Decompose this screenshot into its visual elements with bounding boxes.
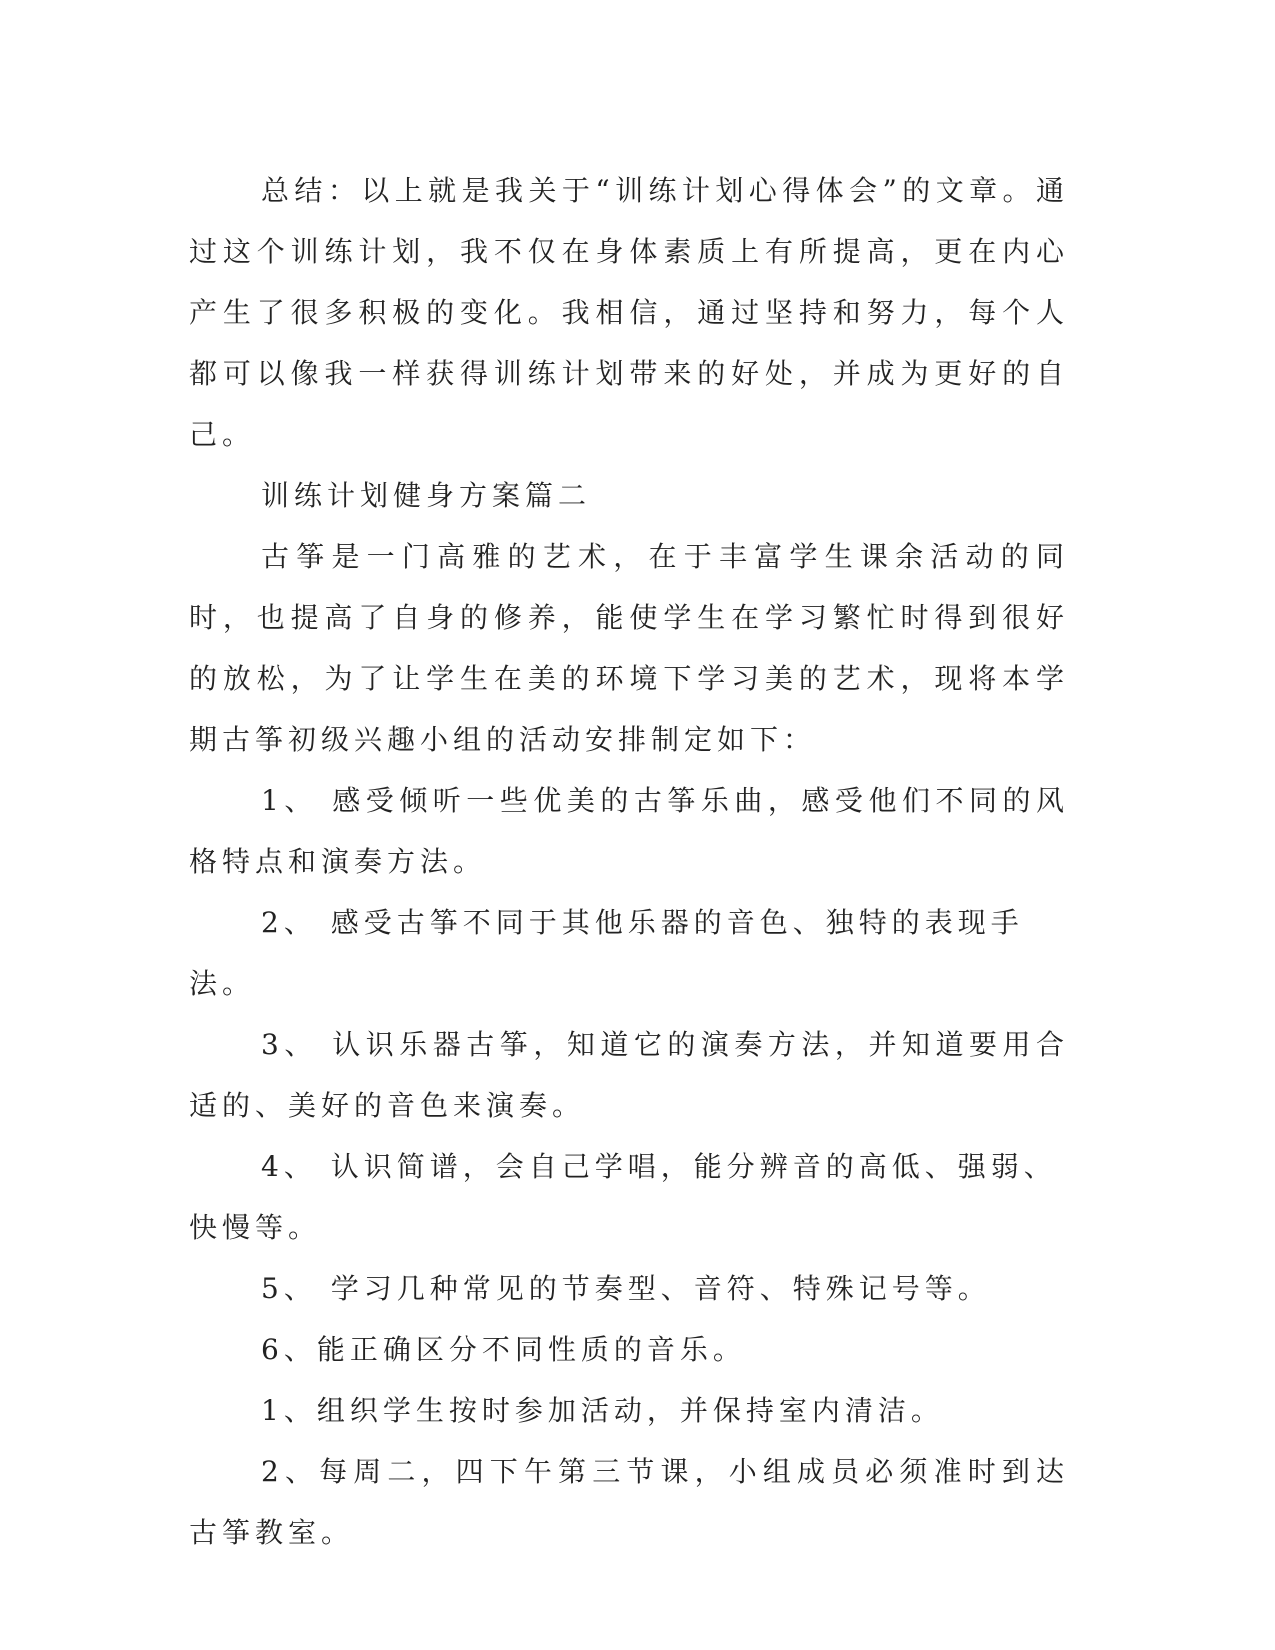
list-item: 3、 认识乐器古筝，知道它的演奏方法，并知道要用合适的、美好的音色来演奏。 bbox=[189, 1028, 1069, 1122]
intro-paragraph: 古筝是一门高雅的艺术，在于丰富学生课余活动的同时，也提高了自身的修养，能使学生在学习繁忙时得到很好的放松，为了让学生在美的环境下学习美的艺术，现将本学期古筝初级兴趣小组的活动安排制定如下： bbox=[189, 540, 1069, 756]
section-heading: 训练计划健身方案篇二 bbox=[261, 479, 592, 512]
summary-paragraph: 总结：以上就是我关于“训练计划心得体会”的文章。通过这个训练计划，我不仅在身体素质上有所提高，更在内心产生了很多积极的变化。我相信，通过坚持和努力，每个人都可以像我一样获得训练计划带来的好处，并成为更好的自己。 bbox=[189, 174, 1069, 451]
rule-item: 1、组织学生按时参加活动，并保持室内清洁。 bbox=[261, 1394, 944, 1427]
document-body bbox=[189, 160, 1069, 1563]
list-item: 4、 认识简谱，会自己学唱，能分辨音的高低、强弱、快慢等。 bbox=[189, 1150, 1057, 1244]
list-item: 6、能正确区分不同性质的音乐。 bbox=[261, 1333, 746, 1366]
list-item: 1、 感受倾听一些优美的古筝乐曲，感受他们不同的风格特点和演奏方法。 bbox=[189, 784, 1069, 878]
list-item: 2、 感受古筝不同于其他乐器的音色、独特的表现手法。 bbox=[189, 906, 1024, 1000]
rule-item: 2、每周二，四下午第三节课，小组成员必须准时到达古筝教室。 bbox=[189, 1455, 1069, 1549]
list-item: 5、 学习几种常见的节奏型、音符、特殊记号等。 bbox=[261, 1272, 991, 1305]
